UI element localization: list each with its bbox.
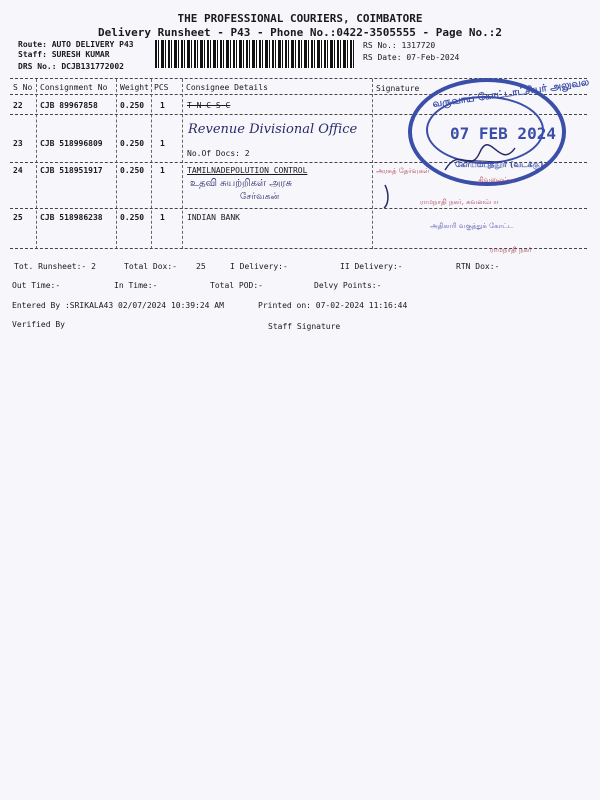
seal-date: 07 FEB 2024 bbox=[450, 124, 556, 143]
row22-sno: 22 bbox=[13, 101, 23, 110]
total-dox-value: 25 bbox=[196, 262, 206, 271]
row22-weight: 0.250 bbox=[120, 101, 145, 110]
col-header-signature: Signature bbox=[376, 84, 420, 93]
row24-sno: 24 bbox=[13, 166, 23, 175]
row23-cons: CJB 518996809 bbox=[40, 139, 103, 148]
company-title: THE PROFESSIONAL COURIERS, COIMBATORE bbox=[177, 12, 423, 25]
col-sep bbox=[182, 79, 183, 249]
row24-pcs: 1 bbox=[160, 166, 165, 175]
row23-pcs: 1 bbox=[160, 139, 165, 148]
total-pod: Total POD:- bbox=[210, 281, 263, 290]
signature-scribble bbox=[380, 180, 420, 210]
out-time: Out Time:- bbox=[12, 281, 61, 290]
tot-runsheet: Tot. Runsheet:- 2 bbox=[14, 262, 96, 271]
red-stamp-line: அரசுத் தேர்வுகள் bbox=[376, 167, 430, 175]
row25-pcs: 1 bbox=[160, 213, 165, 222]
row23-docs: No.Of Docs: 2 bbox=[187, 149, 250, 158]
col-header-pcs: PCS bbox=[154, 83, 169, 92]
col-header-sno: S No bbox=[13, 83, 33, 92]
verified-by: Verified By bbox=[12, 320, 65, 329]
runsheet-title: Delivery Runsheet - P43 - Phone No.:0422-3505555 - Page No.:2 bbox=[98, 26, 502, 39]
row22-pcs: 1 bbox=[160, 101, 165, 110]
seal-top-text: வருவாய் கோட்டாட்சியர் அலுவல bbox=[431, 77, 590, 110]
row23-sno: 23 bbox=[13, 139, 23, 148]
col-sep bbox=[116, 79, 117, 249]
col-sep bbox=[372, 79, 373, 249]
col-header-consignee: Consignee Details bbox=[186, 83, 268, 92]
barcode bbox=[155, 40, 355, 68]
ii-delivery: II Delivery:- bbox=[340, 262, 403, 271]
col-sep bbox=[36, 79, 37, 249]
row25-weight: 0.250 bbox=[120, 213, 145, 222]
row24-weight: 0.250 bbox=[120, 166, 145, 175]
row22-consignee: T N C S C bbox=[187, 101, 231, 110]
row25-consignee: INDIAN BANK bbox=[187, 213, 240, 222]
row-rule bbox=[10, 208, 587, 209]
row25-sno: 25 bbox=[13, 213, 23, 222]
delvy-points: Delvy Points:- bbox=[314, 281, 382, 290]
rs-number: RS No.: 1317720 bbox=[363, 41, 436, 50]
drs-number: DRS No.: DCJB131772002 bbox=[18, 62, 124, 71]
red-stamp-line: திவலைப்பு bbox=[478, 176, 514, 184]
seal-bottom-text: கோயம்புத்தூர் (வடக்கு) bbox=[455, 160, 544, 169]
rs-date: RS Date: 07-Feb-2024 bbox=[363, 53, 460, 62]
col-sep bbox=[151, 79, 152, 249]
staff-label: Staff: SURESH KUMAR bbox=[18, 50, 110, 59]
col-header-consignment: Consignment No bbox=[40, 83, 108, 92]
staff-signature: Staff Signature bbox=[268, 322, 341, 331]
signature-scribble bbox=[440, 140, 520, 180]
red-stamp-line: அதிகாரி வகுத்துக் கோட்ட bbox=[430, 222, 514, 230]
red-stamp-line: ராமநாதி நகர், சுவனம்பா bbox=[420, 198, 499, 206]
entered-by: Entered By :SRIKALA43 02/07/2024 10:39:24 AM bbox=[12, 301, 224, 310]
row23-weight: 0.250 bbox=[120, 139, 145, 148]
row24-handwritten-tamil-2: சேர்வகன் bbox=[240, 192, 280, 202]
rtn-dox: RTN Dox:- bbox=[456, 262, 500, 271]
row24-consignee: TAMILNADEPOLUTION CONTROL bbox=[187, 166, 308, 175]
row24-cons: CJB 518951917 bbox=[40, 166, 103, 175]
in-time: In Time:- bbox=[114, 281, 158, 290]
i-delivery: I Delivery:- bbox=[230, 262, 288, 271]
row25-cons: CJB 518986238 bbox=[40, 213, 103, 222]
route-label: Route: AUTO DELIVERY P43 bbox=[18, 40, 134, 49]
row24-handwritten-tamil: உதவி சுயற்றிகள் அரசு bbox=[190, 178, 293, 189]
total-dox-label: Total Dox:- bbox=[124, 262, 177, 271]
printed-on: Printed on: 07-02-2024 11:16:44 bbox=[258, 301, 408, 310]
red-stamp-line: ராமநாதி நகர் bbox=[490, 246, 532, 254]
row23-handwritten-consignee: Revenue Divisional Office bbox=[188, 122, 358, 137]
row22-cons: CJB 89967858 bbox=[40, 101, 98, 110]
col-header-weight: Weight bbox=[120, 83, 149, 92]
